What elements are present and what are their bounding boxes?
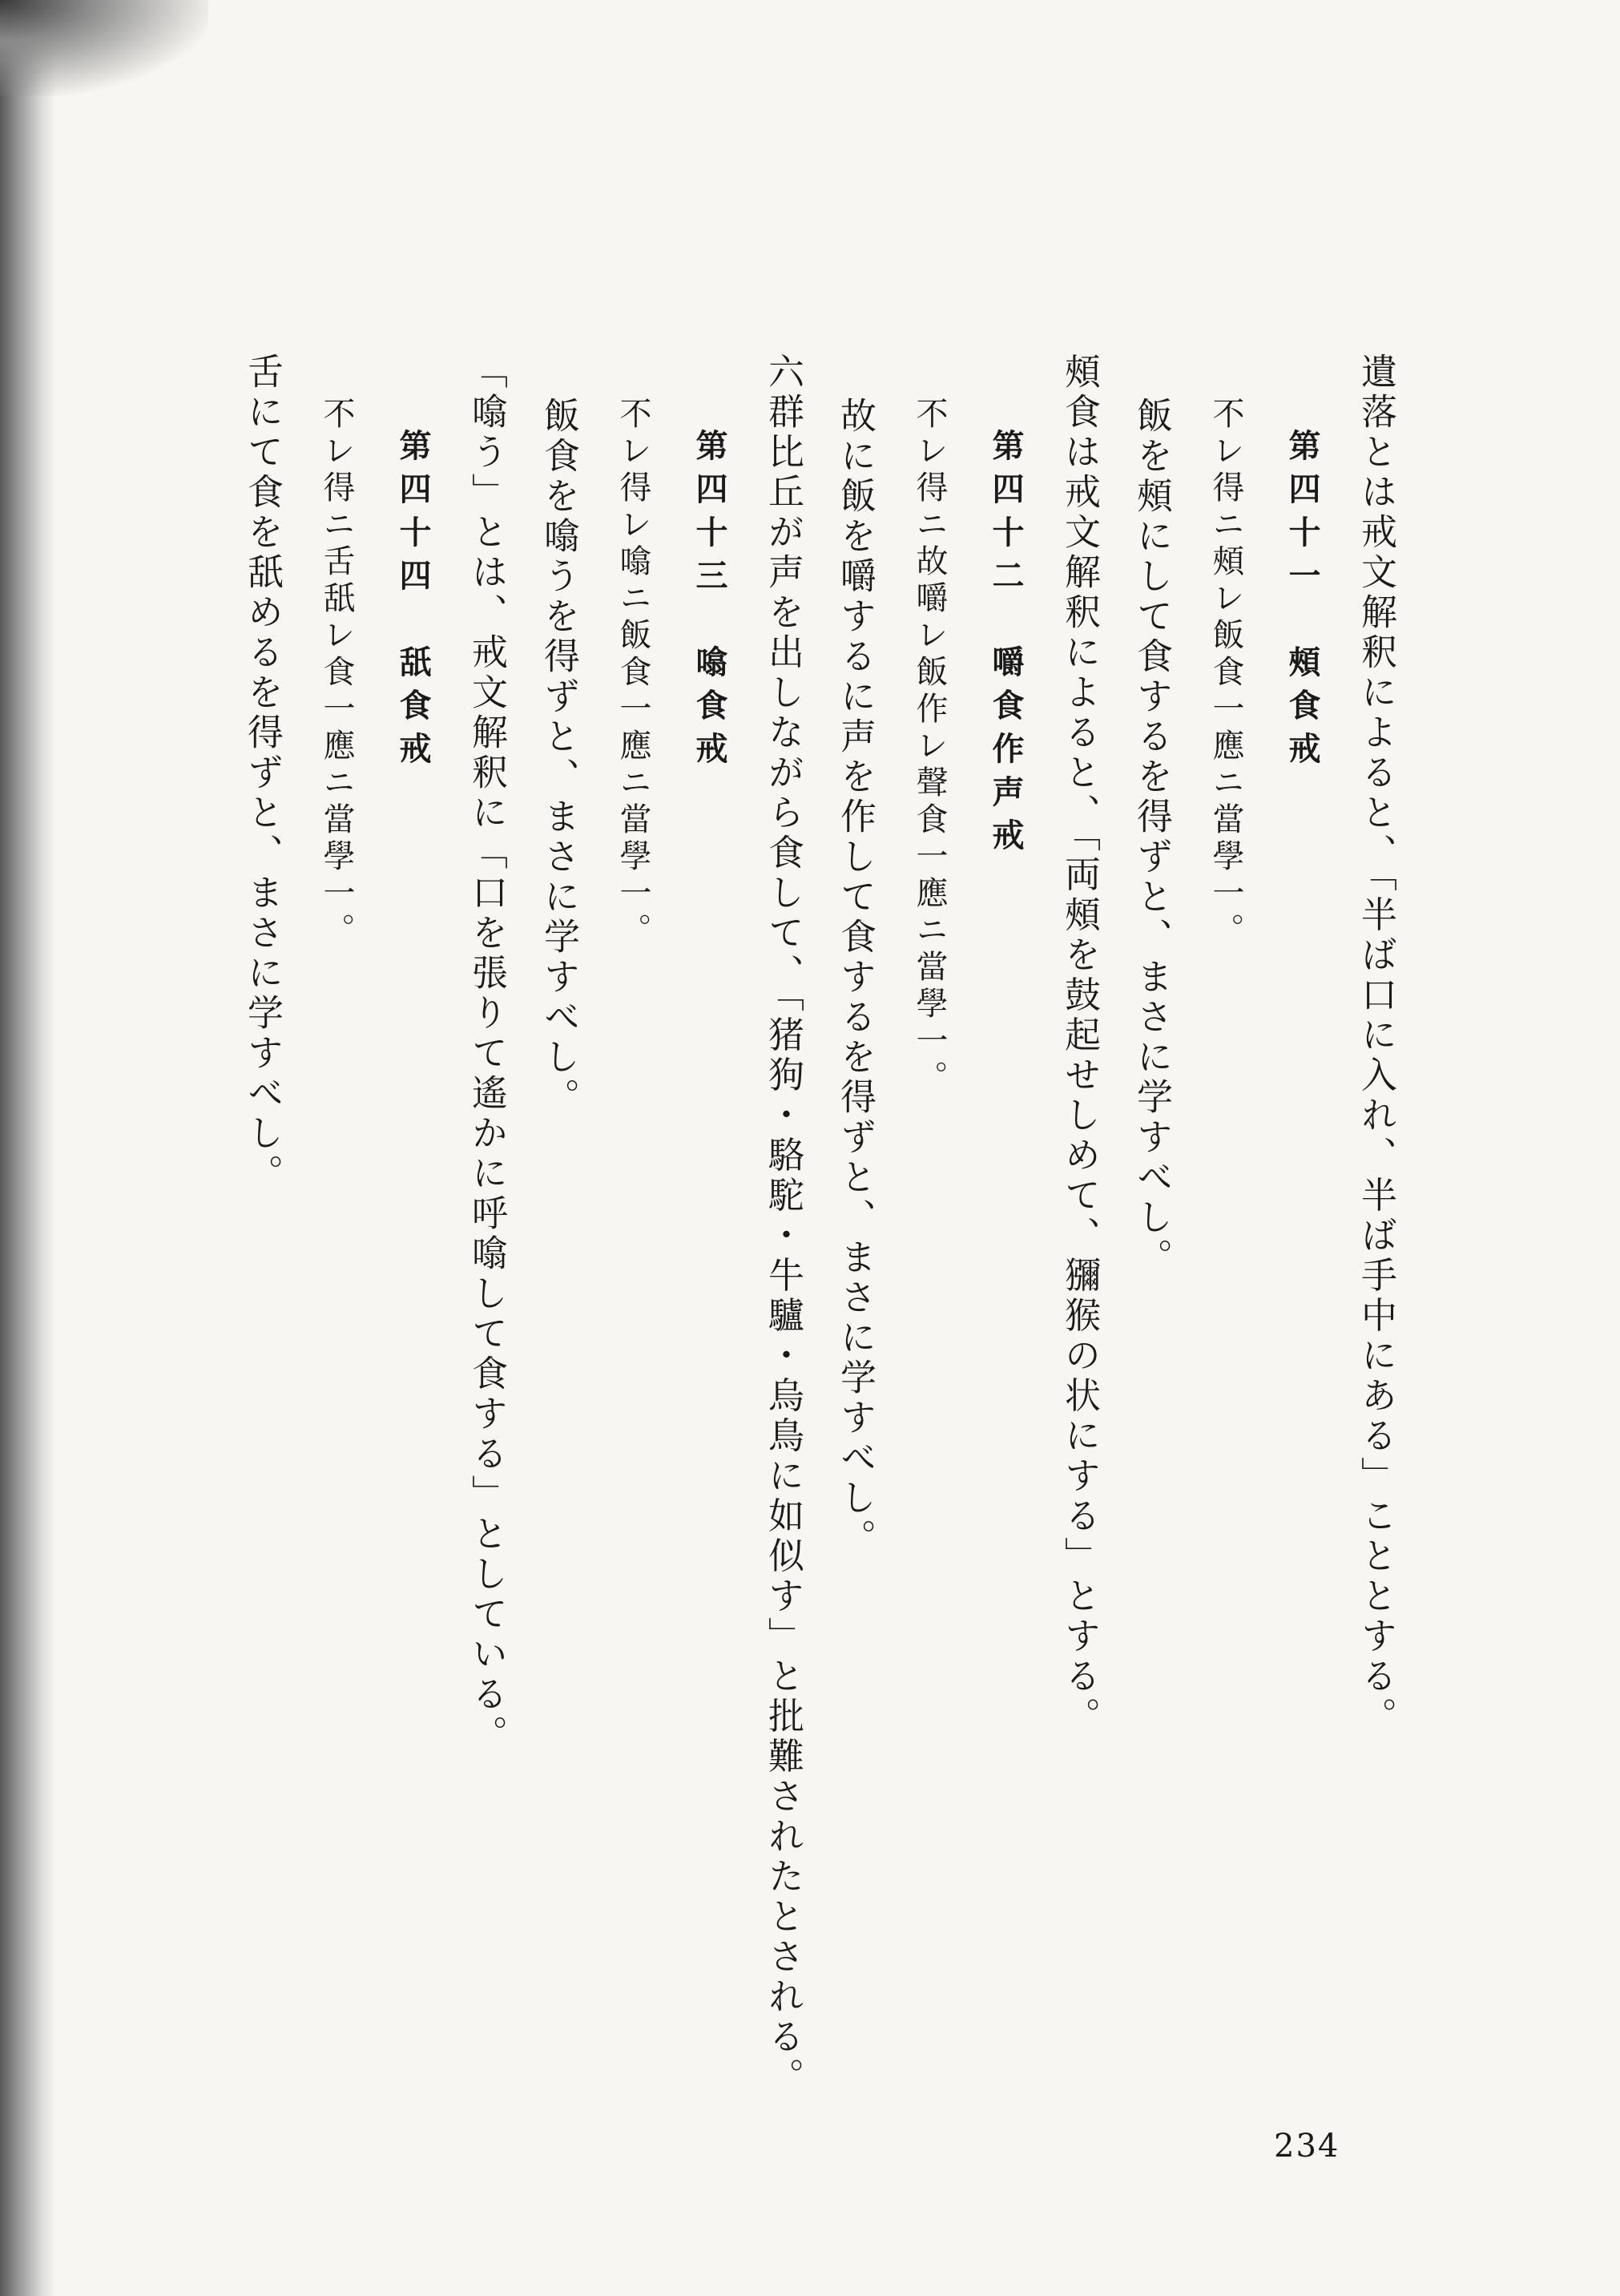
column-11-kanbun: 不レ得レ噏ニ飯食一應ニ當學一。 <box>615 397 651 950</box>
vertical-text-body <box>224 353 1397 2098</box>
column-5-body: 頰食は戒文解釈によると、「両頰を鼓起せしめて、獼猴の状にする」とする。 <box>1058 353 1101 1737</box>
column-15-kanbun: 不レ得ニ舌舐レ食一應ニ當學一。 <box>318 397 355 950</box>
column-7-kanbun: 不レ得ニ故嚼レ飯作レ聲食一應ニ當學一。 <box>911 397 948 1097</box>
page-number: 234 <box>1274 2128 1340 2165</box>
column-9-body: 六群比丘が声を出しながら食して、「猪狗・駱駝・牛驢・烏鳥に如似す」と批難されたとされる。 <box>762 353 804 2098</box>
column-10-heading: 第四十三 噏食戒 <box>691 429 728 775</box>
column-6-heading: 第四十二 嚼食作声戒 <box>987 429 1025 862</box>
column-13-body: 「噏う」とは、戒文解釈に「口を張りて遙かに呼噏して食する」としている。 <box>465 353 508 1755</box>
page-binding-shadow <box>0 0 56 2296</box>
corner-scan-shadow <box>0 0 208 96</box>
column-12-reading: 飯食を噏うを得ずと、まさに学すべし。 <box>538 397 580 1118</box>
column-1-body: 遺落とは戒文解釈によると、「半ば口に入れ、半ば手中にある」こととする。 <box>1355 353 1397 1737</box>
column-14-heading: 第四十四 舐食戒 <box>394 429 432 775</box>
column-8-reading: 故に飯を嚼するに声を作して食するを得ずと、まさに学すべし。 <box>834 397 876 1559</box>
column-3-kanbun: 不レ得ニ頰レ飯食一應ニ當學一。 <box>1207 397 1244 950</box>
column-2-heading: 第四十一 頰食戒 <box>1284 429 1321 775</box>
column-4-reading: 飯を頰にして食するを得ずと、まさに学すべし。 <box>1130 397 1173 1278</box>
column-16-reading: 舌にて食を舐めるを得ずと、まさに学すべし。 <box>241 353 284 1194</box>
